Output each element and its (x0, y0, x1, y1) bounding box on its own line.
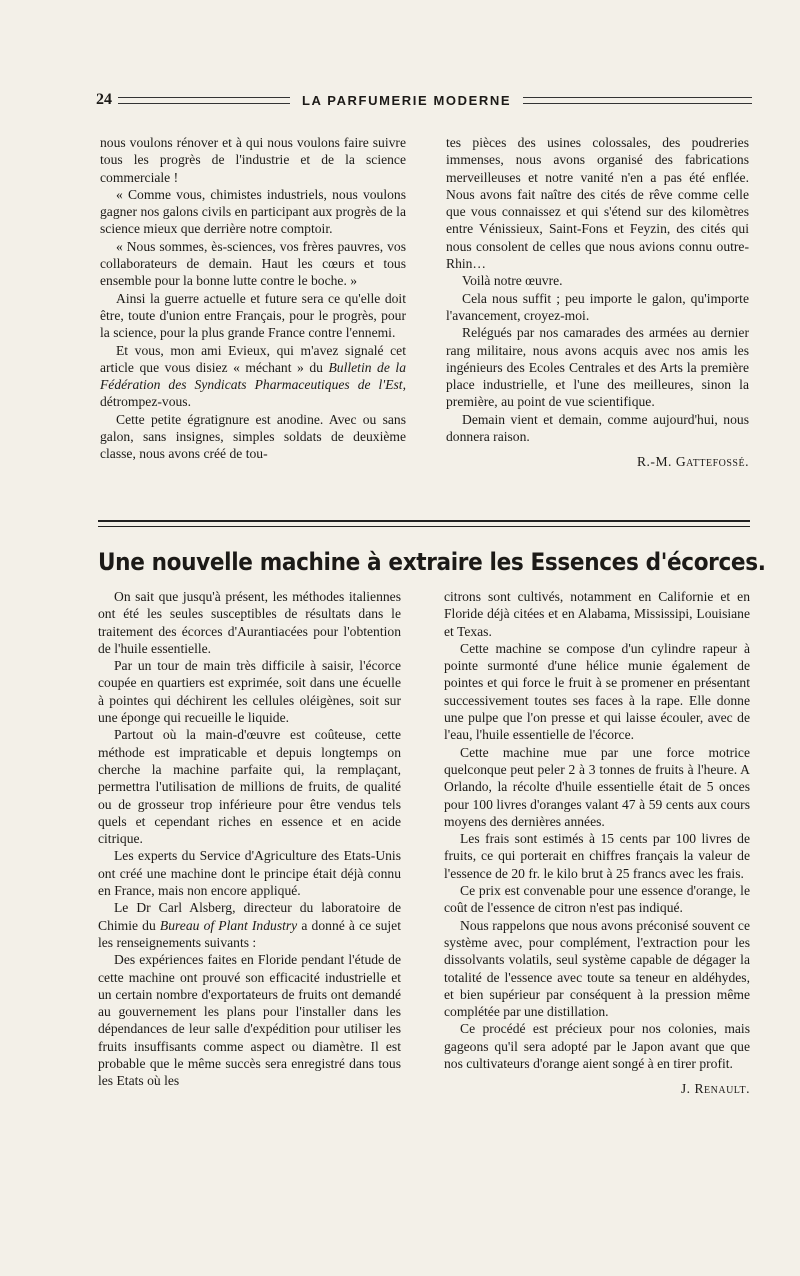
paragraph: citrons sont cultivés, notamment en Californie et en Floride déjà citées et en Alabama, Mississipi, Louisiane et Texas. (444, 589, 750, 639)
paragraph: Et vous, mon ami Evieux, qui m'avez signalé cet article que vous disiez « méchant » du Bulletin de la Fédération des Syndicats Pharmaceutiques de l'Est, détrompez-vous. (100, 342, 406, 410)
article-title: Une nouvelle machine à extraire les Essences d'écorces. (98, 548, 766, 576)
header-rule-left (118, 97, 290, 104)
paragraph: Voilà notre œuvre. (462, 273, 563, 289)
running-header (96, 90, 752, 110)
paragraph: « Comme vous, chimistes industriels, nous voulons gagner nos galons civils en participant aux progrès de la science mieux que derrière notre comptoir. (100, 186, 406, 237)
author-signature: R.-M. Gattefossé. (636, 454, 749, 470)
institution-name: Bureau of Plant Industry (159, 917, 298, 933)
journal-title: Bulletin de la Fédération des Syndicats Pharmaceutiques de l'Est, (100, 359, 406, 393)
paragraph: Cette machine mue par une force motrice quelconque peut peler 2 à 3 tonnes de fruits à l'heure. A Orlando, la récolte d'huile essentielle était de 5 onces pour 100 livres d'oranges valant 47 à 59 cents aux cours moyens des dernières années. (444, 744, 750, 829)
paragraph: On sait que jusqu'à présent, les méthodes italiennes ont été les seules susceptibles de résultats dans le traitement des écorces d'Aurantiacées pour l'obtention de l'huile essentielle. (98, 589, 401, 656)
article-column-1 (98, 588, 401, 1090)
paragraph: Cette machine se compose d'un cylindre rapeur à pointe surmonté d'une hélice munie également de pointes et qui force le fruit à se promener en présentant successivement toutes ses faces à la rape. Elle donne une pulpe que l'on presse et qui laisse écouler, avec de l'eau, l'huile essentielle de l'écorce. (444, 640, 750, 743)
author-signature: J. Renault. (680, 1081, 750, 1097)
previous-article-column-2 (446, 134, 749, 471)
paragraph: Nous rappelons que nous avons préconisé souvent ce système avec, pour complément, l'extraction pour les dissolvants volatils, seul système capable de dégager la totalité de l'essence avec toute sa teneur en aldéhydes, et bien supérieur par conséquent à la pression même complétée par une distillation. (444, 917, 750, 1020)
previous-article-column-1 (100, 134, 406, 463)
header-rule-right (523, 97, 752, 104)
paragraph: Partout où la main-d'œuvre est coûteuse, cette méthode est impraticable et depuis longtemps on cherche la machine parfaite qui, la remplaçant, permettra l'utilisation de millions de fruits, de qualité ou de grosseur trop inférieure pour être vendus tels quels et cependant riches en essence et en acide citrique. (98, 727, 401, 847)
article-column-2 (444, 588, 750, 1098)
paragraph: Relégués par nos camarades des armées au dernier rang militaire, nous avons acquis avec nos amis les ingénieurs des Ecoles Centrales et des Arts la première place industrielle, et l'une des meilleures, sinon la première, au point de vue scientifique. (446, 325, 749, 410)
paragraph: Ainsi la guerre actuelle et future sera ce qu'elle doit être, toute d'union entre Français, pour le progrès, pour la science, pour la plus grande France contre l'ennemi. (100, 290, 406, 341)
paragraph: Des expériences faites en Floride pendant l'étude de cette machine ont prouvé son efficacité industrielle et un certain nombre d'exportateurs de fruits ont demandé au gouvernement les plans pour l'installer dans les dépendances de leur salle d'expédition pour utiliser les fruits insuffisants comme aspect ou diamètre. Il est probable que le même succès sera enregistré dans tous les Etats où les (98, 952, 401, 1089)
paragraph: Les frais sont estimés à 15 cents par 100 livres de fruits, ce qui porterait en chiffres français la valeur de l'essence de 20 fr. le kilo brut à 25 francs avec les frais. (444, 831, 750, 881)
paragraph: Ce procédé est précieux pour nos colonies, mais gageons qu'il sera adopté par le Japon avant que que nos cultivateurs d'orange aient songé à en tirer profit. (444, 1021, 750, 1072)
paragraph: nous voulons rénover et à qui nous voulons faire suivre tous les progrès de l'industrie et de la science commerciale ! (100, 135, 406, 185)
paragraph: tes pièces des usines colossales, des poudreries immenses, nous avons organisé des fabrications merveilleuses et notre vanité n'en a pas été enflée. Nous avons fait naître des cités de rêve comme celle que vous connaissez et qui s'étend sur des kilomètres entre Vénissieux, Saint-Fons et Feyzin, des cités qui nous consolent de celles que nous avions connu outre-Rhin… (446, 135, 749, 272)
running-title: LA PARFUMERIE MODERNE (302, 92, 512, 108)
paragraph: Les experts du Service d'Agriculture des Etats-Unis ont créé une machine dont le principe était déjà connu en France, mais non encore appliqué. (98, 848, 401, 899)
paragraph: Cette petite égratignure est anodine. Avec ou sans galon, sans insignes, simples soldats de deuxième classe, nous avons créé de tou- (100, 411, 406, 462)
article-divider (98, 520, 750, 527)
paragraph: Par un tour de main très difficile à saisir, l'écorce coupée en quartiers est exprimée, soit dans une écuelle à pointes qui déchirent les cellules oléigènes, soit sur une éponge qui recueille le liquide. (98, 658, 401, 726)
paragraph: « Nous sommes, ès-sciences, vos frères pauvres, vos collaborateurs de demain. Haut les cœurs et tous ensemble pour la bonne lutte contre le boche. » (100, 238, 406, 289)
paragraph: Ce prix est convenable pour une essence d'orange, le coût de l'essence de citron n'est pas indiqué. (444, 883, 750, 916)
paragraph: Demain vient et demain, comme aujourd'hui, nous donnera raison. (446, 411, 749, 445)
paragraph: Cela nous suffit ; peu importe le galon, qu'importe l'avancement, croyez-moi. (446, 290, 749, 323)
paragraph: Le Dr Carl Alsberg, directeur du laboratoire de Chimie du Bureau of Plant Industry a donné à ce sujet les renseignements suivants : (98, 900, 401, 950)
page-number: 24 (96, 91, 112, 108)
